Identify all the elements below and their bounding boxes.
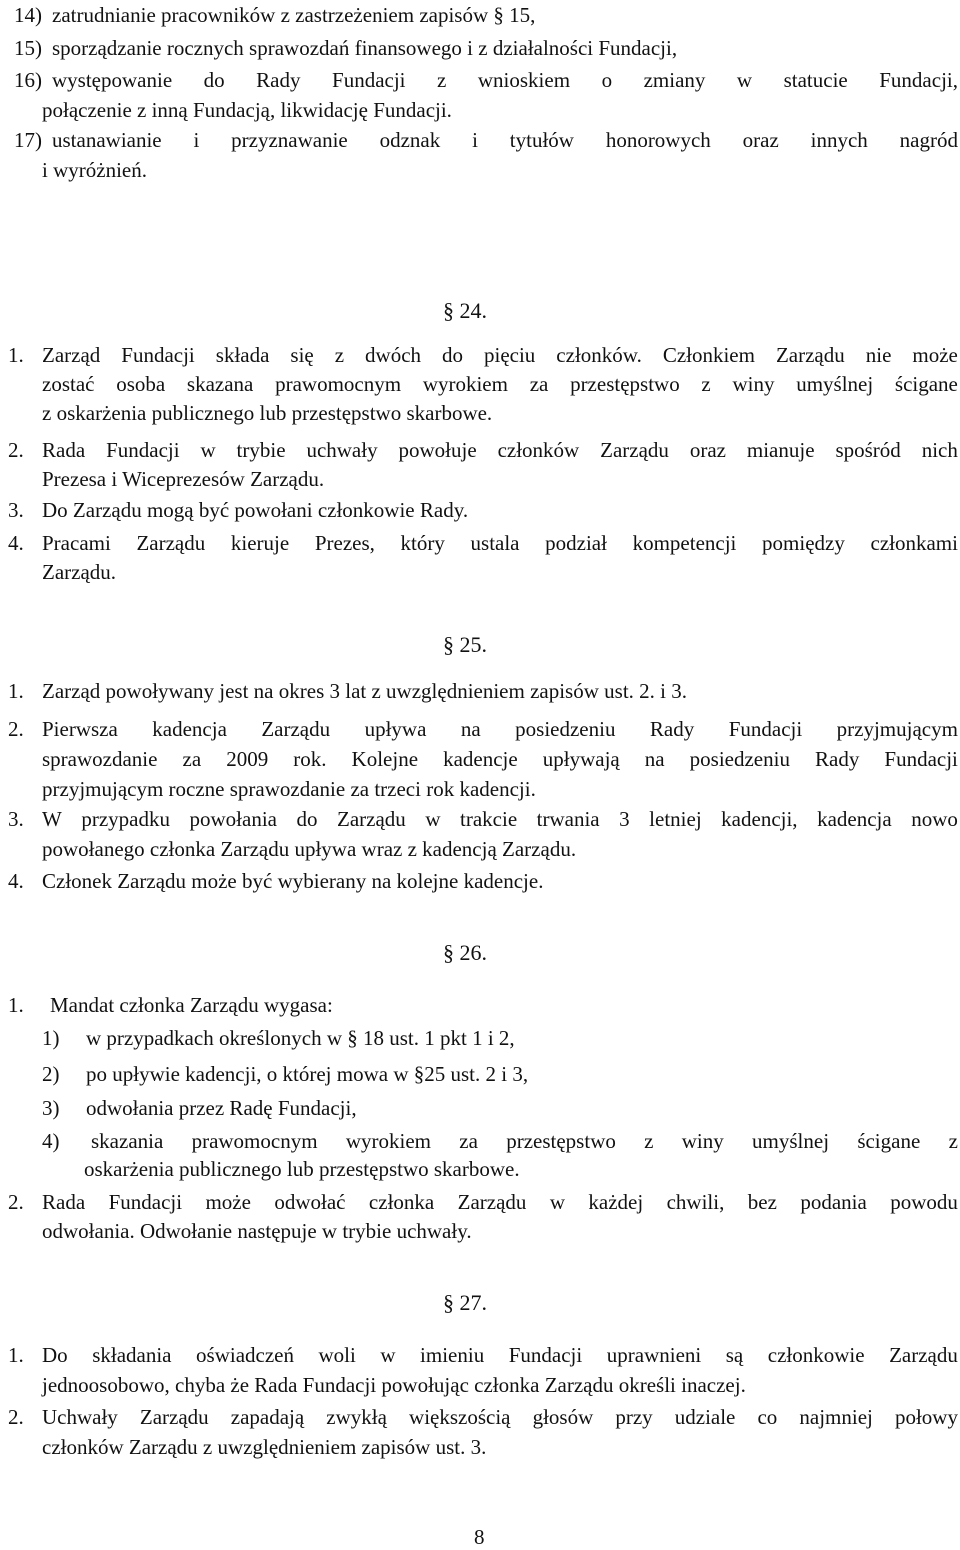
item-text-line: Pracami Zarządu kieruje Prezes, który ustala podział kompetencji pomiędzy członkami: [42, 531, 958, 555]
item-number: 1.: [8, 1343, 24, 1367]
item-text-line: Mandat członka Zarządu wygasa:: [50, 993, 333, 1017]
subitem-number: 2): [42, 1062, 60, 1086]
item-text-line: Zarządu.: [42, 560, 117, 584]
section-title: § 26.: [443, 940, 487, 965]
subitem-text-line: po upływie kadencji, o której mowa w §25 ust. 2 i 3,: [86, 1062, 529, 1086]
item-number: 2.: [8, 438, 24, 462]
item-text-line: Do składania oświadczeń woli w imieniu Fundacji uprawnieni są członkowie Zarządu: [42, 1343, 958, 1367]
item-number: 2.: [8, 1405, 24, 1429]
item-text-line: ustanawianie i przyznawanie odznak i tytułów honorowych oraz innych nagród: [52, 128, 958, 152]
item-number: 16): [14, 68, 42, 92]
item-text-line: powołanego członka Zarządu upływa wraz z kadencją Zarządu.: [42, 837, 577, 861]
page-number: 8: [474, 1525, 485, 1549]
item-text-line: połączenie z inną Fundacją, likwidację Fundacji.: [42, 98, 452, 122]
item-number: 3.: [8, 498, 24, 522]
item-text-line: sporządzanie rocznych sprawozdań finansowego i z działalności Fundacji,: [52, 36, 678, 60]
item-text-line: W przypadku powołania do Zarządu w trakcie trwania 3 letniej kadencji, kadencja nowo: [42, 807, 958, 831]
item-text-line: Pierwsza kadencja Zarządu upływa na posiedzeniu Rady Fundacji przyjmującym: [42, 717, 958, 741]
item-text-line: przyjmującym roczne sprawozdanie za trzeci rok kadencji.: [42, 777, 536, 801]
subitem-text-line: oskarżenia publicznego lub przestępstwo skarbowe.: [84, 1157, 520, 1181]
subitem-text-line: w przypadkach określonych w § 18 ust. 1 pkt 1 i 2,: [86, 1026, 515, 1050]
item-text-line: Członek Zarządu może być wybierany na kolejne kadencje.: [42, 869, 544, 893]
item-text-line: Rada Fundacji może odwołać członka Zarządu w każdej chwili, bez podania powodu: [42, 1190, 958, 1214]
item-number: 4.: [8, 869, 24, 893]
item-text-line: Do Zarządu mogą być powołani członkowie Rady.: [42, 498, 469, 522]
item-number: 2.: [8, 1190, 24, 1214]
item-text-line: i wyróżnień.: [42, 158, 147, 182]
item-text-line: Uchwały Zarządu zapadają zwykłą większością głosów przy udziale co najmniej połowy: [42, 1405, 958, 1429]
section-title: § 25.: [443, 632, 487, 657]
item-number: 1.: [8, 343, 24, 367]
section-title: § 27.: [443, 1290, 487, 1315]
subitem-text-line: skazania prawomocnym wyrokiem za przestępstwo z winy umyślnej ścigane z: [91, 1129, 958, 1153]
subitem-number: 3): [42, 1096, 60, 1120]
item-number: 1.: [8, 679, 24, 703]
item-text-line: Rada Fundacji w trybie uchwały powołuje członków Zarządu oraz mianuje spośród nich: [42, 438, 958, 462]
item-number: 4.: [8, 531, 24, 555]
item-text-line: zatrudnianie pracowników z zastrzeżeniem zapisów § 15,: [52, 3, 536, 27]
item-number: 1.: [8, 993, 24, 1017]
subitem-number: 4): [42, 1129, 60, 1153]
item-text-line: Zarząd Fundacji składa się z dwóch do pięciu członków. Członkiem Zarządu nie może: [42, 343, 958, 367]
item-number: 15): [14, 36, 42, 60]
item-text-line: Zarząd powoływany jest na okres 3 lat z uwzględnieniem zapisów ust. 2. i 3.: [42, 679, 687, 703]
subitem-number: 1): [42, 1026, 60, 1050]
item-number: 17): [14, 128, 42, 152]
item-text-line: Prezesa i Wiceprezesów Zarządu.: [42, 467, 325, 491]
item-number: 14): [14, 3, 42, 27]
item-number: 3.: [8, 807, 24, 831]
item-text-line: zostać osoba skazana prawomocnym wyrokiem za przestępstwo z winy umyślnej ścigane: [42, 372, 958, 396]
subitem-text-line: odwołania przez Radę Fundacji,: [86, 1096, 357, 1120]
section-title: § 24.: [443, 298, 487, 323]
item-number: 2.: [8, 717, 24, 741]
item-text-line: sprawozdanie za 2009 rok. Kolejne kadencje upływają na posiedzeniu Rady Fundacji: [42, 747, 958, 771]
item-text-line: z oskarżenia publicznego lub przestępstwo skarbowe.: [42, 401, 493, 425]
item-text-line: występowanie do Rady Fundacji z wnioskiem o zmiany w statucie Fundacji,: [52, 68, 958, 92]
item-text-line: jednoosobowo, chyba że Rada Fundacji powołując członka Zarządu określi inaczej.: [42, 1373, 746, 1397]
item-text-line: odwołania. Odwołanie następuje w trybie uchwały.: [42, 1219, 472, 1243]
item-text-line: członków Zarządu z uwzględnieniem zapisów ust. 3.: [42, 1435, 487, 1459]
